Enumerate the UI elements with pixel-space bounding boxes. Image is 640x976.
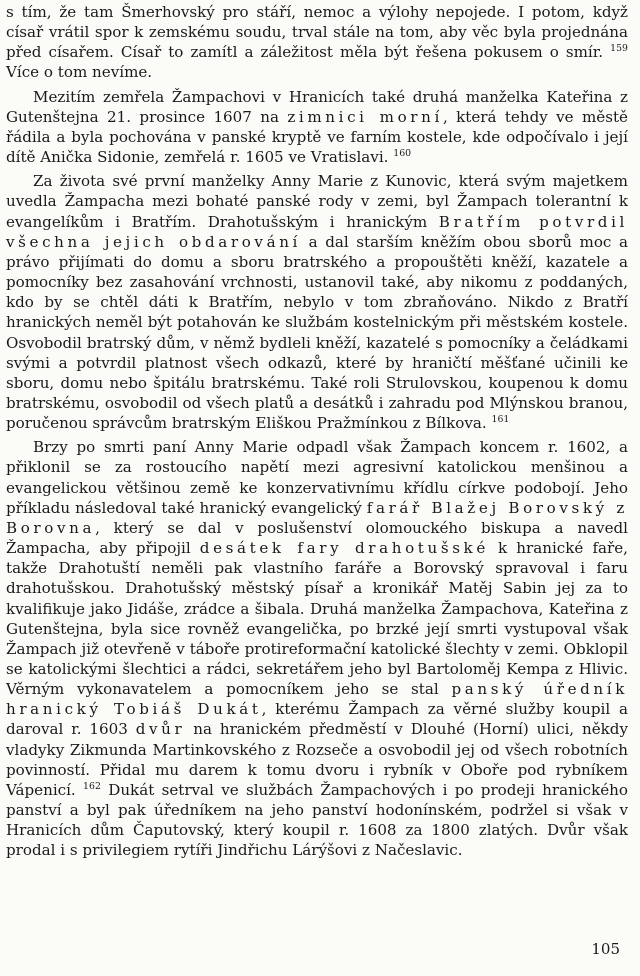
spaced-emphasis: desátek fary drahotušské xyxy=(199,539,489,558)
text-run: Dukát setrval ve službách Žampachových i po prodeji hranického panství a byl pak úředníkem na jeho panství hodonínském, podržel si však v Hranicích dům Čaputovský, který koupil r. 1608 za 1800 zlatých. Dvůr však prodal i s privilegiem rytíři Jindřichu Lárýšovi z Načeslavic. xyxy=(6,780,628,860)
spaced-emphasis: panský úředník hranický Tobiáš Dukát xyxy=(6,680,628,719)
text-run: a dal starším kněžím obou sborů moc a právo přijímati do domu a sboru bratrského a propouštěti kněží, kazatele a pomocníky bez zasahování vrchnosti, ustanovil také, aby nikomu z poddaných, kdo by se chtěl dáti k Bratřím, nebylo v tom zbraňováno. Nikdo z Bratří hranických neměl být potahován ke službám kostelnickým při městském kostele. Osvobodil bratrský dům, v němž bydleli kněží, kazatelé s pomocníky a čeládkami svými a potvrdil platnost všech odkazů, které by hraničtí měšťané učinili ke sboru, domu nebo špitálu bratrskému. Také roli Strulovskou, koupenou k domu bratrskému, osvobodil od všech platů a desátků i zahradu pod Mlýnskou branou, poručenou správcům bratrským Eliškou Pražmínkou z Bílkova. xyxy=(6,232,628,433)
page-number: 105 xyxy=(591,940,620,958)
text-run: Za života své první manželky Anny Marie z Kunovic, která svým majetkem uvedla Žampacha mezi bohaté panské rody v zemi, byl Žampach tolerantní k evangelíkům i Bratřím. Drahotušským i hranickým xyxy=(6,172,628,231)
text-run: Více o tom nevíme. xyxy=(6,63,153,82)
paragraph xyxy=(6,171,628,433)
body-text xyxy=(6,2,628,861)
spaced-emphasis: farář Blažej Borovský z Borovna xyxy=(6,498,629,537)
spaced-emphasis: Bratřím potvrdil všechna jejich obdarování xyxy=(6,212,628,251)
text-run: na hranickém předměstí v Dlouhé (Horní) ulici, někdy vladyky Zikmunda Martinkovského z Rozseče a osvobodil jej od všech robotních povinností. Přidal mu darem k tomu dvoru i rybník v Oboře pod rybníkem Vápenicí. xyxy=(6,720,628,799)
paragraph xyxy=(6,87,628,168)
footnote-ref: 161 xyxy=(491,414,510,426)
paragraph xyxy=(6,2,628,83)
paragraph xyxy=(6,437,628,860)
spaced-emphasis: zimnici morní xyxy=(287,107,443,126)
footnote-ref: 162 xyxy=(83,780,101,792)
text-run: , kterému Žampach za věrné služby koupil a daroval r. 1603 xyxy=(6,700,629,739)
footnote-ref: 159 xyxy=(610,43,628,55)
footnote-ref: 160 xyxy=(393,148,412,160)
text-run: , která tehdy ve městě řádila a byla pochována v panské kryptě ve farním kostele, kde odpočívalo i její dítě Anička Sidonie, zemřelá r. 1605 ve Vratislavi. xyxy=(6,107,628,167)
text-run: Mezitím zemřela Žampachovi v Hranicích také druhá manželka Kateřina z Gutenštejna 21. prosince 1607 na xyxy=(6,87,628,126)
text-run: s tím, že tam Šmerhovský pro stáří, nemoc a výlohy nepojede. I potom, když císař vrátil spor k zemskému soudu, trval stále na tom, aby věc byla projednána před císařem. Císař to zamítl a záležitost měla být řešena pokusem o smír. xyxy=(6,3,628,62)
spaced-emphasis: dvůr xyxy=(135,720,186,739)
text-run: , který se dal v poslušenství olomouckého biskupa a navedl Žampacha, aby připojil xyxy=(6,518,628,558)
text-run: Brzy po smrti paní Anny Marie odpadl však Žampach koncem r. 1602, a přiklonil se za rostoucího napětí mezi agresivní katolickou menšinou a evangelickou většinou země ke konzervativnímu křídlu církve podobojí. Jeho příkladu následoval také hranický evangelický xyxy=(6,438,628,517)
text-run: k hranické faře, takže Drahotuští neměli pak vlastního faráře a Borovský spravoval i faru drahotušskou. Drahotušský městský písař a kronikář Matěj Sabin jej za to kvalifikuje jako Jidáše, zrádce a šibala. Druhá manželka Žampachova, Kateřina z Gutenštejna, byla sice rovněž evangelička, po brzké její smrti vystupoval však Žampach již otevřeně v táboře protireformační katolické šlechty v zemi. Obklopil se katolickými šlechtici a rádci, sekretářem jeho byl Bartoloměj Kempa z Hlivic. Věrným vykonavatelem a pomocníkem jeho se stal xyxy=(6,539,628,699)
